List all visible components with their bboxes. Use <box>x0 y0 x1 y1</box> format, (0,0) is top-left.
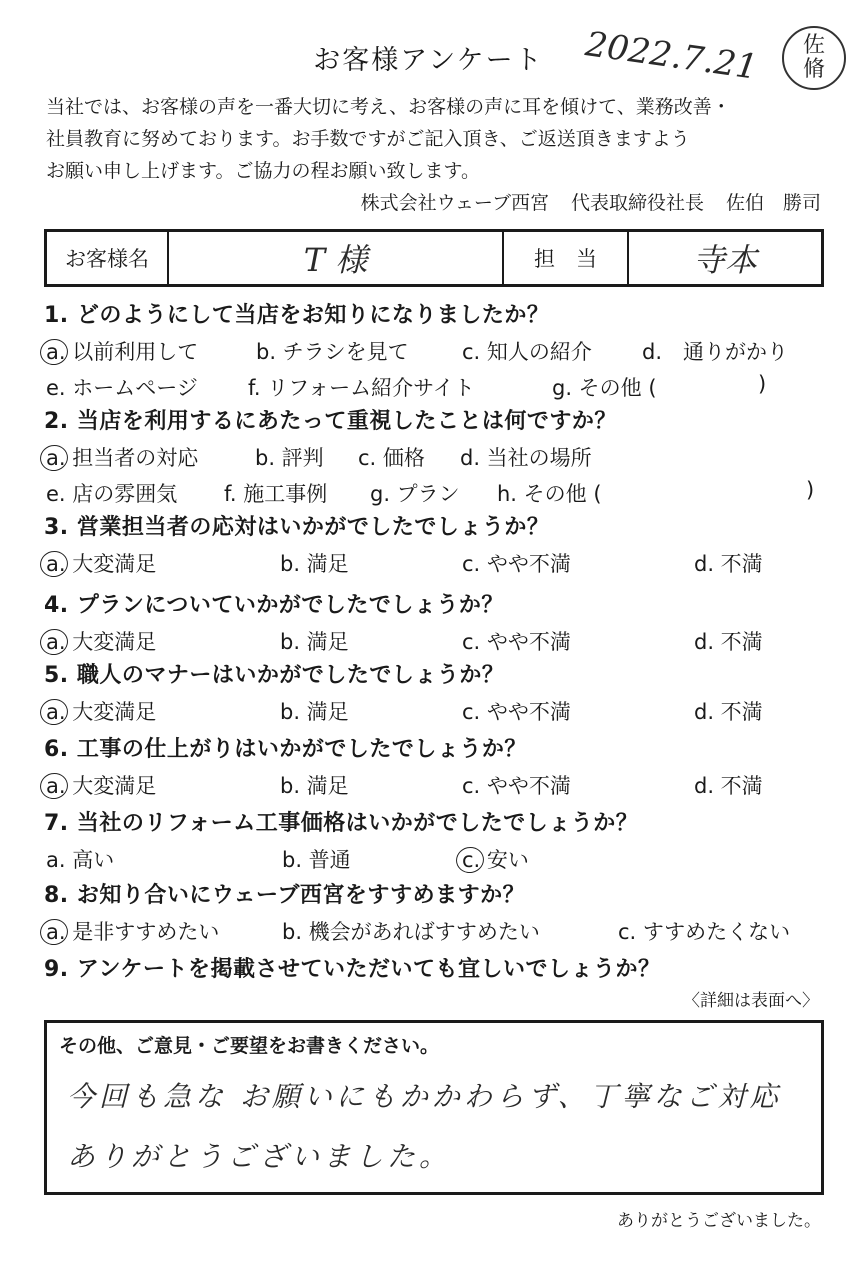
thanks-text: ありがとうございました。 <box>617 1211 821 1231</box>
comment-line-1: 今回も急な お願いにもかかわらず、丁寧なご対応 <box>67 1080 782 1113</box>
comment-box[interactable] <box>44 1020 824 1195</box>
intro-line-3: お願い申し上げます。ご協力の程お願い致します。 <box>46 160 480 182</box>
question-4-option[interactable]: a. 大変満足 <box>46 630 157 654</box>
question-4-option[interactable]: d. 不満 <box>694 630 763 654</box>
question-2-option[interactable]: h. その他 ( <box>497 482 602 506</box>
question-3-option[interactable]: b. 満足 <box>280 552 349 576</box>
question-7: 7. 当社のリフォーム工事価格はいかがでしたでしょうか？ <box>44 811 639 836</box>
question-2-option[interactable]: g. プラン <box>370 482 460 506</box>
question-4-option[interactable]: b. 満足 <box>280 630 349 654</box>
question-8-option[interactable]: c. すすめたくない <box>618 920 791 944</box>
question-8-option[interactable]: a. 是非すすめたい <box>46 920 220 944</box>
question-6-option[interactable]: d. 不満 <box>694 774 763 798</box>
question-3-option[interactable]: c. やや不満 <box>462 552 571 576</box>
survey-title: お客様アンケート <box>313 45 544 76</box>
question-1: 1. どのようにして当店をお知りになりましたか？ <box>44 303 550 328</box>
intro-line-2: 社員教育に努めております。お手数ですがご記入頂き、ご返送頂きますよう <box>46 128 690 150</box>
question-3-option[interactable]: d. 不満 <box>694 552 763 576</box>
question-2-option[interactable]: a. 担当者の対応 <box>46 446 199 470</box>
detail-note: 〈詳細は表面へ〉 <box>683 991 819 1011</box>
question-3: 3. 営業担当者の応対はいかがでしたでしょうか？ <box>44 515 550 540</box>
handwritten-date: 2022.7.21 <box>583 24 760 88</box>
question-5-option[interactable]: a. 大変満足 <box>46 700 157 724</box>
seal-char-top: 佐 <box>802 33 825 58</box>
question-1-option[interactable]: b. チラシを見て <box>256 340 409 364</box>
question-5: 5. 職人のマナーはいかがでしたでしょうか？ <box>44 663 505 688</box>
question-6-option[interactable]: a. 大変満足 <box>46 774 157 798</box>
company-position: 代表取締役社長 <box>570 192 704 214</box>
question-2-option[interactable]: ) <box>806 478 815 502</box>
question-4-option[interactable]: c. やや不満 <box>462 630 571 654</box>
question-7-option[interactable]: c. 安い <box>462 848 529 872</box>
question-2-option[interactable]: e. 店の雰囲気 <box>46 482 178 506</box>
question-5-option[interactable]: d. 不満 <box>694 700 763 724</box>
seal-char-bottom: 脩 <box>802 57 825 82</box>
customer-info-table <box>44 229 824 287</box>
question-1-option[interactable]: ) <box>758 372 767 396</box>
question-1-option[interactable]: c. 知人の紹介 <box>462 340 592 364</box>
question-1-option[interactable]: g. その他 ( <box>552 376 657 400</box>
staff-label: 担 当 <box>504 232 629 284</box>
staff-field[interactable]: 寺本 <box>692 241 757 279</box>
company-name: 株式会社ウェーブ西宮 <box>360 192 549 214</box>
question-7-option[interactable]: a. 高い <box>46 848 115 872</box>
question-1-option[interactable]: a. 以前利用して <box>46 340 199 364</box>
comment-label: その他、ご意見・ご要望をお書きください。 <box>59 1035 440 1057</box>
question-2-option[interactable]: f. 施工事例 <box>224 482 328 506</box>
question-5-option[interactable]: b. 満足 <box>280 700 349 724</box>
comment-line-2: ありがとうございました。 <box>67 1140 452 1173</box>
intro-line-1: 当社では、お客様の声を一番大切に考え、お客様の声に耳を傾けて、業務改善・ <box>46 96 731 118</box>
question-5-option[interactable]: c. やや不満 <box>462 700 571 724</box>
question-2-option[interactable]: b. 評判 <box>255 446 324 470</box>
question-8: 8. お知り合いにウェーブ西宮をすすめますか？ <box>44 883 526 908</box>
question-1-option[interactable]: d. 通りがかり <box>642 340 789 364</box>
question-9: 9. アンケートを掲載させていただいても宜しいでしょうか？ <box>44 957 661 982</box>
question-6: 6. 工事の仕上がりはいかがでしたでしょうか？ <box>44 737 527 762</box>
question-1-option[interactable]: f. リフォーム紹介サイト <box>248 376 475 400</box>
question-2-option[interactable]: d. 当社の場所 <box>460 446 592 470</box>
approval-seal <box>782 26 846 90</box>
question-7-option[interactable]: b. 普通 <box>282 848 351 872</box>
company-signature <box>361 188 821 215</box>
company-person: 佐伯 勝司 <box>725 192 821 214</box>
question-2-option[interactable]: c. 価格 <box>358 446 425 470</box>
question-3-option[interactable]: a. 大変満足 <box>46 552 157 576</box>
question-1-option[interactable]: e. ホームページ <box>46 376 198 400</box>
question-6-option[interactable]: b. 満足 <box>280 774 349 798</box>
customer-name-label: お客様名 <box>47 232 169 284</box>
question-6-option[interactable]: c. やや不満 <box>462 774 571 798</box>
customer-name-field[interactable]: T 様 <box>169 232 504 284</box>
question-2: 2. 当店を利用するにあたって重視したことは何ですか？ <box>44 409 617 434</box>
question-4: 4. プランについていかがでしたでしょうか？ <box>44 593 504 618</box>
question-8-option[interactable]: b. 機会があればすすめたい <box>282 920 540 944</box>
